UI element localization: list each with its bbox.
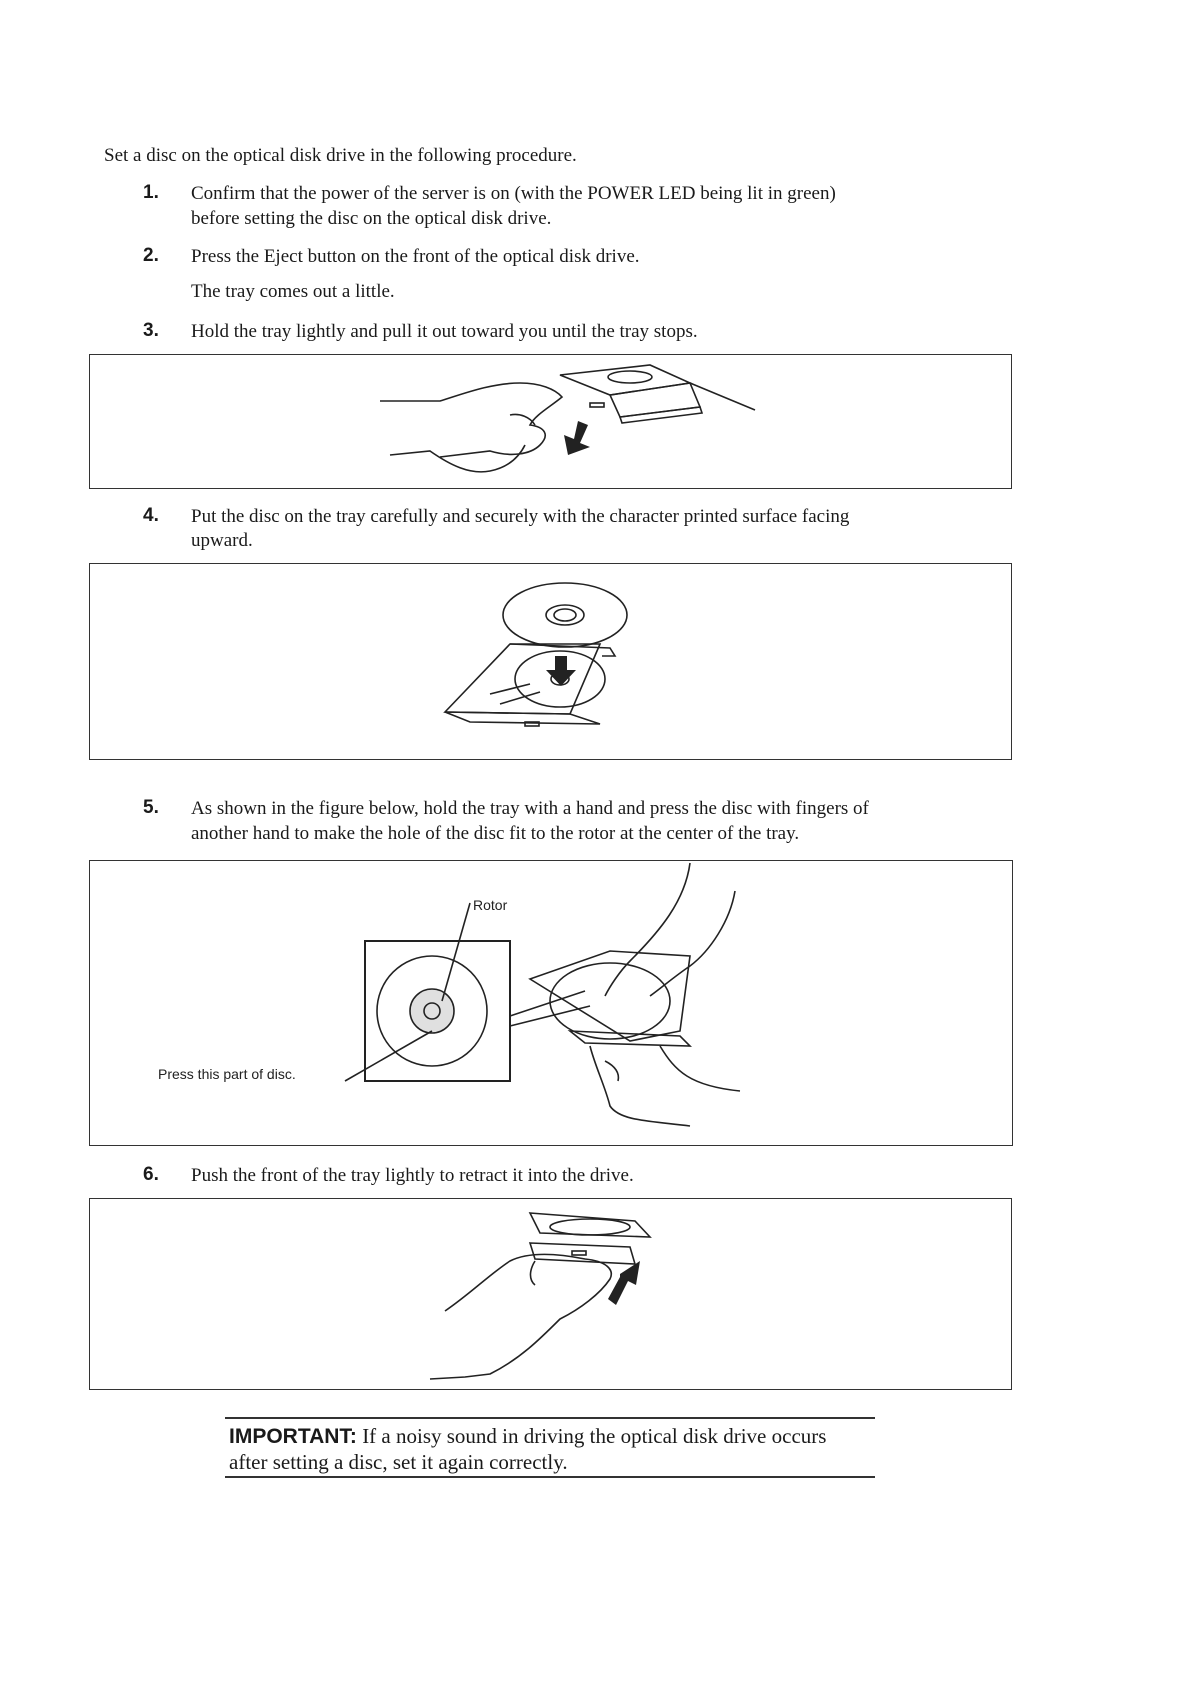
step-5-line-1: As shown in the figure below, hold the tray with a hand and press the disc with fingers of (191, 798, 869, 819)
step-5-number: 5. (143, 797, 159, 818)
rotor-label: Rotor (473, 897, 508, 913)
important-label: IMPORTANT: (229, 1425, 357, 1448)
figure-press-disc (89, 860, 1013, 1146)
important-line-1: If a noisy sound in driving the optical disk drive occurs (362, 1424, 827, 1448)
step-3-number: 3. (143, 320, 159, 341)
figure-retract-tray (89, 1198, 1012, 1390)
step-3-line-1: Hold the tray lightly and pull it out toward you until the tray stops. (191, 321, 698, 342)
press-disc-label: Press this part of disc. (158, 1066, 296, 1082)
step-1-line-2: before setting the disc on the optical disk drive. (191, 208, 552, 229)
step-6-line-1: Push the front of the tray lightly to retract it into the drive. (191, 1165, 634, 1186)
press-disc-illustration (90, 861, 1014, 1147)
important-line-2: after setting a disc, set it again correctly. (229, 1450, 568, 1474)
retract-tray-illustration (90, 1199, 1013, 1391)
step-2-number: 2. (143, 245, 159, 266)
intro-text: Set a disc on the optical disk drive in the following procedure. (104, 145, 577, 166)
step-4-number: 4. (143, 505, 159, 526)
step-4-line-1: Put the disc on the tray carefully and securely with the character printed surface facing (191, 506, 850, 527)
step-1-line-1: Confirm that the power of the server is on (with the POWER LED being lit in green) (191, 183, 836, 204)
step-6-number: 6. (143, 1164, 159, 1185)
step-2-line-2: The tray comes out a little. (191, 281, 395, 302)
note-bottom-rule (225, 1476, 875, 1478)
step-4-line-2: upward. (191, 530, 253, 551)
figure-put-disc (89, 563, 1012, 760)
note-top-rule (225, 1417, 875, 1419)
step-5-line-2: another hand to make the hole of the disc fit to the rotor at the center of the tray. (191, 823, 800, 844)
figure-pull-tray (89, 354, 1012, 489)
step-1-number: 1. (143, 182, 159, 203)
put-disc-illustration (90, 564, 1013, 761)
step-2-line-1: Press the Eject button on the front of the optical disk drive. (191, 246, 640, 267)
pull-tray-illustration (90, 355, 1013, 490)
